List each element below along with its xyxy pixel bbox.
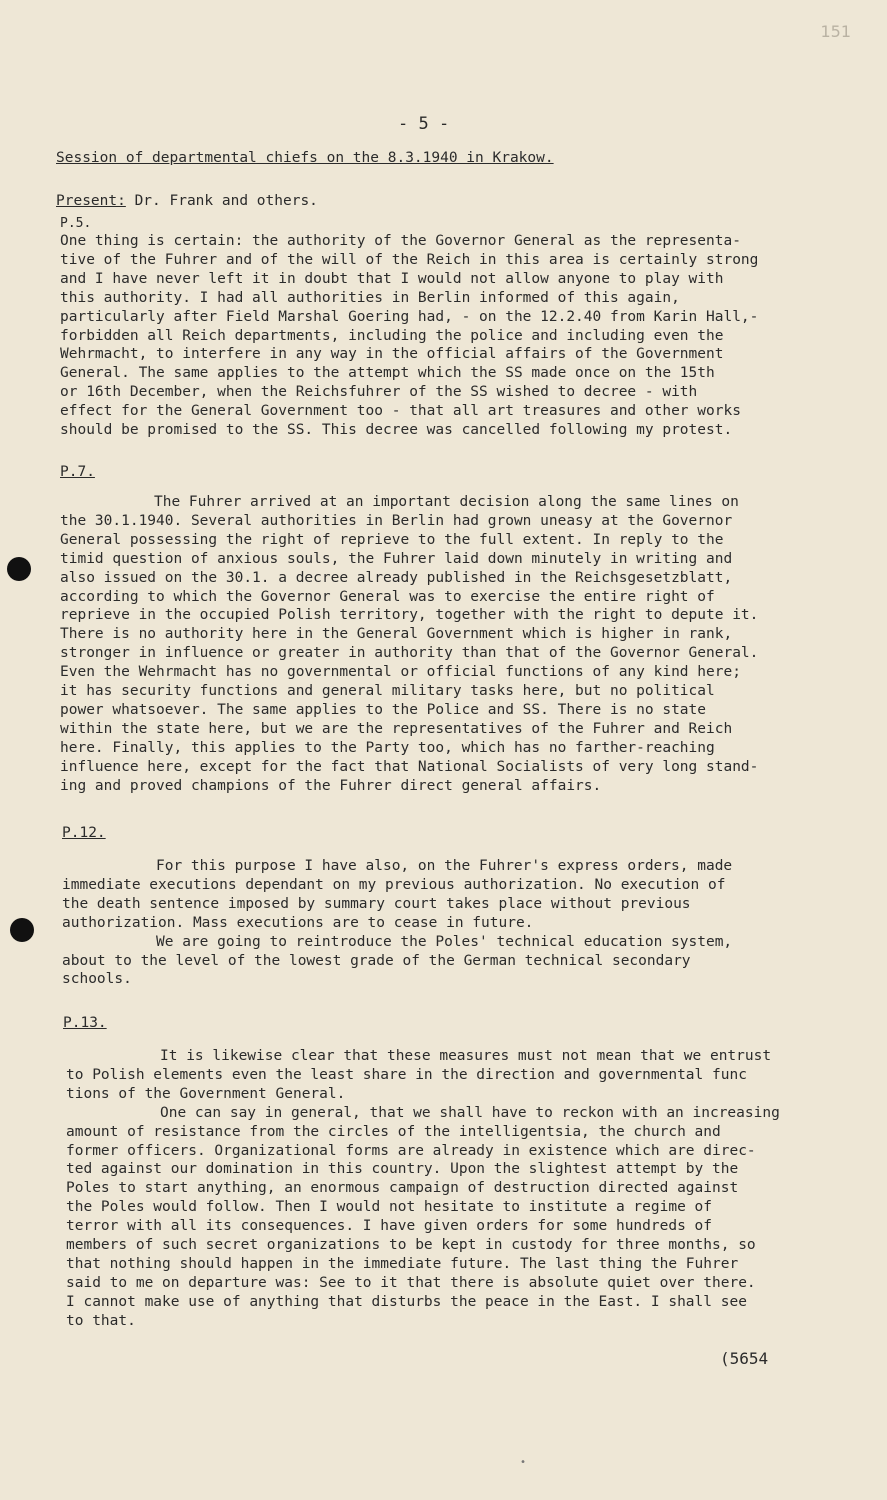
text-line: here. Finally, this applies to the Party too, which has no farther-reaching: [60, 739, 715, 756]
page-mark: •: [520, 1457, 527, 1468]
section-body: [62, 857, 842, 989]
text-line: the 30.1.1940. Several authorities in Berlin had grown uneasy at the Governor: [60, 512, 733, 529]
text-line: stronger in influence or greater in authority than that of the Governor General.: [60, 645, 759, 662]
text-line: former officers. Organizational forms are already in existence which are direc-: [66, 1142, 756, 1159]
punch-hole: [7, 557, 31, 581]
section-label: P.13.: [63, 1015, 107, 1031]
text-line: this authority. I had all authorities in Berlin informed of this again,: [60, 289, 680, 306]
text-line: Even the Wehrmacht has no governmental or official functions of any kind here;: [60, 664, 741, 681]
text-line: it has security functions and general military tasks here, but no political: [60, 683, 715, 700]
text-line: said to me on departure was: See to it that there is absolute quiet over there.: [66, 1274, 756, 1291]
text-line: For this purpose I have also, on the Fuhrer's express orders, made: [156, 858, 733, 874]
text-line: the death sentence imposed by summary court takes place without previous: [62, 895, 691, 912]
text-line: within the state here, but we are the representatives of the Fuhrer and Reich: [60, 720, 733, 737]
text-line: General possessing the right of reprieve to the full extent. In reply to the: [60, 531, 724, 548]
section-label: P.5.: [60, 216, 92, 231]
text-line: tions of the Government General.: [66, 1085, 346, 1102]
text-line: authorization. Mass executions are to cease in future.: [62, 914, 534, 931]
text-line: reprieve in the occupied Polish territory, together with the right to depute it.: [60, 607, 759, 624]
text-line: that nothing should happen in the immediate future. The last thing the Fuhrer: [66, 1255, 739, 1272]
document-reference: (5654: [720, 1349, 769, 1368]
text-line: ing and proved champions of the Fuhrer direct general affairs.: [60, 777, 602, 794]
text-line: or 16th December, when the Reichsfuhrer of the SS wished to decree - with: [60, 384, 698, 401]
text-line: timid question of anxious souls, the Fuhrer laid down minutely in writing and: [60, 550, 733, 567]
text-line: The Fuhrer arrived at an important decision along the same lines on: [154, 494, 739, 510]
text-line: effect for the General Government too - that all art treasures and other works: [60, 403, 741, 420]
text-line: We are going to reintroduce the Poles' technical education system,: [156, 933, 733, 950]
text-line: One thing is certain: the authority of the Governor General as the representa-: [60, 233, 741, 249]
text-line: I cannot make use of anything that disturbs the peace in the East. I shall see: [66, 1293, 747, 1310]
punch-hole: [10, 918, 34, 942]
session-heading: Session of departmental chiefs on the 8.3.1940 in Krakow.: [56, 150, 554, 166]
text-line: about to the level of the lowest grade of the German technical secondary: [62, 952, 691, 969]
text-line: power whatsoever. The same applies to the Police and SS. There is no state: [60, 701, 707, 718]
text-line: amount of resistance from the circles of the intelligentsia, the church and: [66, 1123, 721, 1140]
section-body: [66, 1047, 846, 1331]
text-line: General. The same applies to the attempt which the SS made once on the 15th: [60, 365, 715, 382]
text-line: members of such secret organizations to be kept in custody for three months, so: [66, 1237, 756, 1254]
text-line: immediate executions dependant on my previous authorization. No execution of: [62, 876, 726, 893]
section-body: [60, 232, 840, 440]
text-line: It is likewise clear that these measures must not mean that we entrust: [160, 1048, 772, 1064]
text-line: terror with all its consequences. I have given orders for some hundreds of: [66, 1218, 713, 1235]
text-line: Poles to start anything, an enormous campaign of destruction directed against: [66, 1180, 739, 1197]
text-line: One can say in general, that we shall have to reckon with an increasing: [160, 1104, 780, 1121]
text-line: schools.: [62, 971, 132, 988]
text-line: ted against our domination in this country. Upon the slightest attempt by the: [66, 1161, 739, 1178]
text-line: There is no authority here in the General Government which is higher in rank,: [60, 626, 733, 643]
text-line: to Polish elements even the least share in the direction and governmental func: [66, 1066, 747, 1083]
present-text: Dr. Frank and others.: [134, 193, 318, 209]
page-number: - 5 -: [398, 114, 450, 134]
text-line: influence here, except for the fact that National Socialists of very long stand-: [60, 758, 759, 775]
text-line: according to which the Governor General was to exercise the entire right of: [60, 588, 715, 605]
text-line: also issued on the 30.1. a decree already published in the Reichsgesetzblatt,: [60, 569, 733, 586]
section-label: P.12.: [62, 825, 106, 841]
text-line: forbidden all Reich departments, including the police and including even the: [60, 327, 724, 344]
archive-stamp: 151: [820, 22, 851, 41]
present-label: Present:: [56, 193, 126, 209]
section-body: [60, 493, 840, 796]
text-line: should be promised to the SS. This decree was cancelled following my protest.: [60, 422, 733, 439]
text-line: tive of the Fuhrer and of the will of the Reich in this area is certainly strong: [60, 251, 759, 268]
text-line: particularly after Field Marshal Goering had, - on the 12.2.40 from Karin Hall,-: [60, 308, 759, 325]
text-line: and I have never left it in doubt that I would not allow anyone to play with: [60, 270, 724, 287]
text-line: the Poles would follow. Then I would not hesitate to institute a regime of: [66, 1199, 713, 1216]
text-line: Wehrmacht, to interfere in any way in the official affairs of the Government: [60, 346, 724, 363]
section-label: P.7.: [60, 464, 95, 480]
text-line: to that.: [66, 1312, 136, 1329]
present-line: [56, 193, 318, 209]
